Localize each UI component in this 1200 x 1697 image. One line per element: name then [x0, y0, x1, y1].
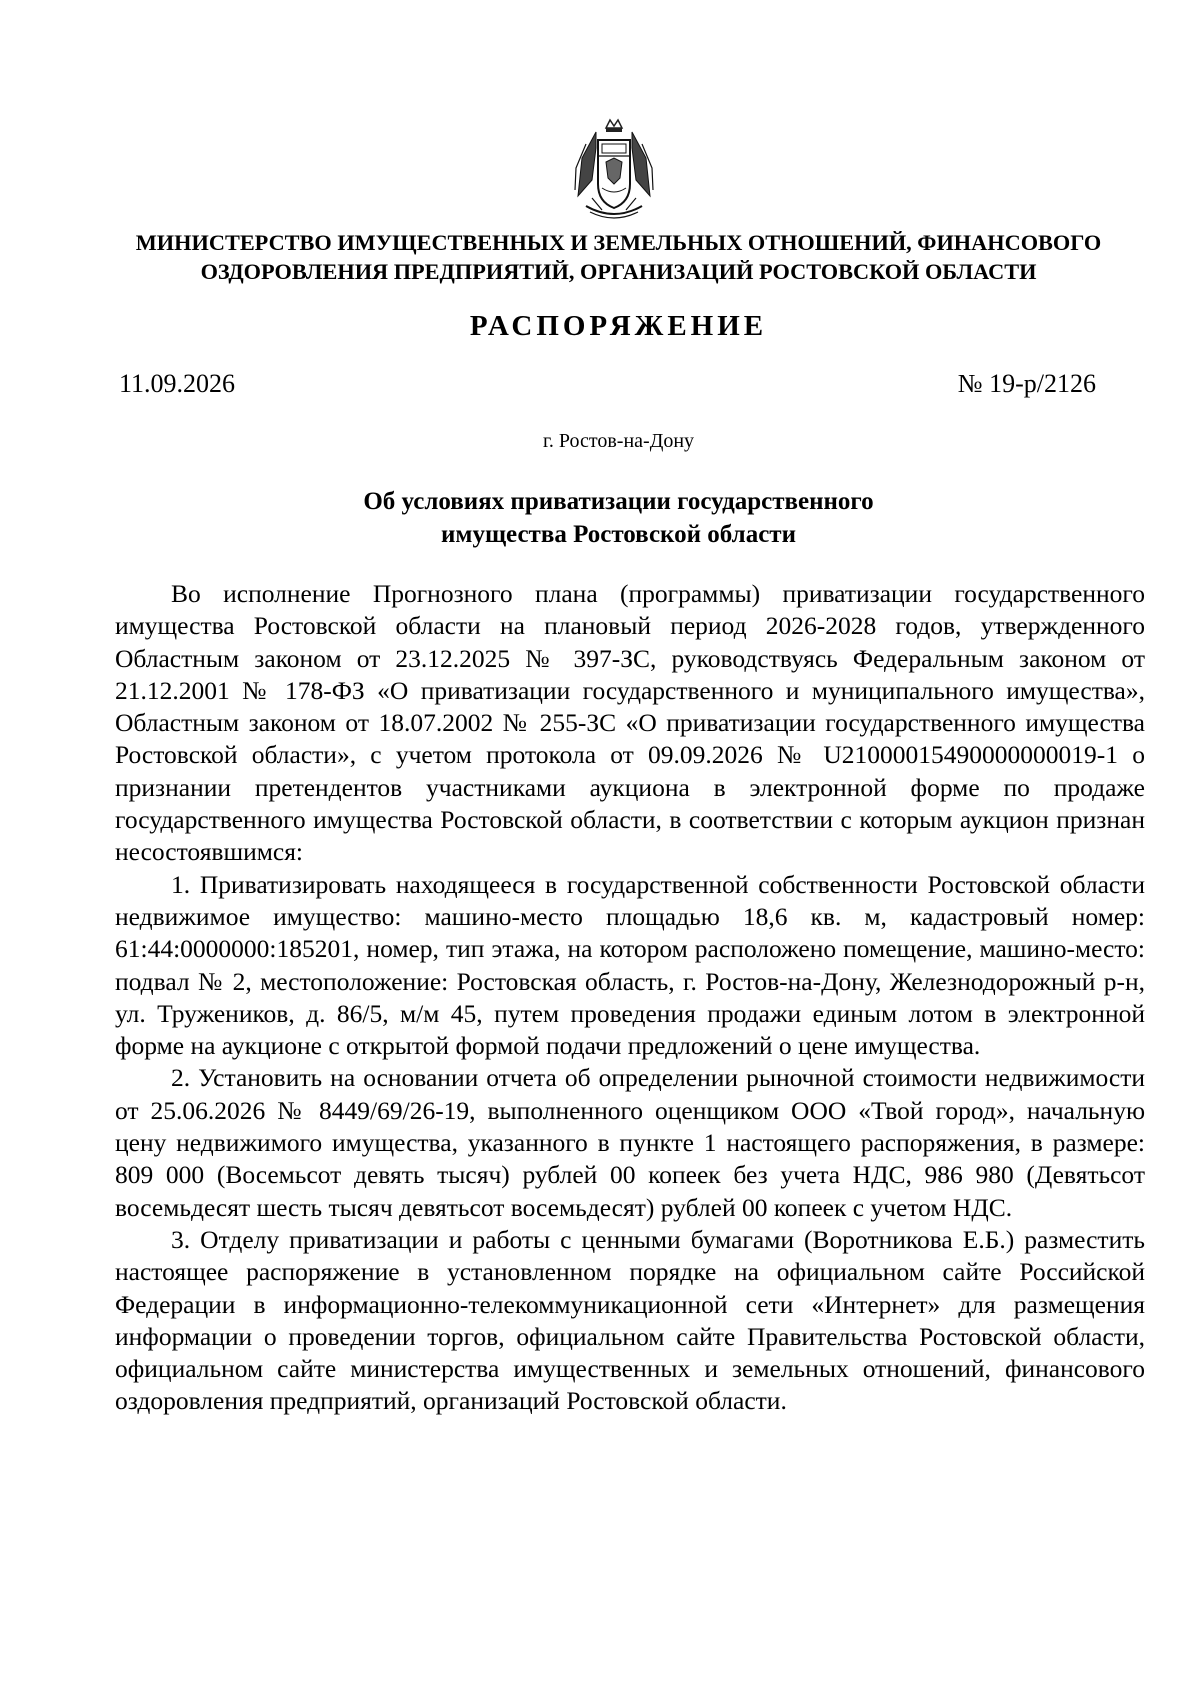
coat-of-arms-icon [572, 118, 656, 224]
document-subject-line2: имущества Ростовской области [441, 521, 796, 548]
document-date: 11.09.2026 [119, 369, 236, 398]
ministry-name-line1: МИНИСТЕРСТВО ИМУЩЕСТВЕННЫХ И ЗЕМЕЛЬНЫХ ОТНОШЕНИЙ, ФИНАНСОВОГО [135, 230, 1102, 255]
document-city: г. Ростов-на-Дону [542, 430, 695, 452]
item-3-paragraph: 3. Отделу приватизации и работы с ценными бумагами (Воротникова Е.Б.) разместить настоящее распоряжение в установленном порядке на официальном сайте Российской Федерации в информационно-телекоммуникационной сети «Интернет» для размещения информации о проведении торгов, официальном сайте Правительства Ростовской области, официальном сайте министерства имущественных и земельных отношений, финансового оздоровления предприятий, организаций Ростовской области. [115, 1224, 1145, 1416]
document-subject-line1: Об условиях приватизации государственного [363, 488, 874, 515]
document-subject [0, 485, 1200, 551]
item-1-paragraph: 1. Приватизировать находящееся в государственной собственности Ростовской области недвижимое имущество: машино-место площадью 18,6 кв. м, кадастровый номер: 61:44:0000000:185201, номер, тип этажа, на котором расположено помещение, машино-место: подвал № 2, местоположение: Ростовская область, г. Ростов-на-Дону, Железнодорожный р-н, ул. Тружеников, д. 86/5, м/м 45, путем проведения продажи единым лотом в электронной форме на аукционе с открытой формой подачи предложений о цене имущества. [115, 869, 1145, 1061]
ministry-name [0, 228, 1200, 286]
document-number: № 19-р/2126 [957, 369, 1096, 398]
ministry-name-line2: ОЗДОРОВЛЕНИЯ ПРЕДПРИЯТИЙ, ОРГАНИЗАЦИЙ РОСТОВСКОЙ ОБЛАСТИ [200, 259, 1037, 284]
item-2-paragraph: 2. Установить на основании отчета об определении рыночной стоимости недвижимости от 25.06.2026 № 8449/69/26-19, выполненного оценщиком ООО «Твой город», начальную цену недвижимого имущества, указанного в пункте 1 настоящего распоряжения, в размере: 809 000 (Восемьсот девять тысяч) рублей 00 копеек без учета НДС, 986 980 (Девятьсот восемьдесят шесть тысяч девятьсот восемьдесят) рублей 00 копеек с учетом НДС. [115, 1063, 1145, 1222]
document-body [115, 578, 1145, 1418]
document-type: РАСПОРЯЖЕНИЕ [469, 310, 768, 342]
preamble-paragraph: Во исполнение Прогнозного плана (программы) приватизации государственного имущества Ростовской области на плановый период 2026-2028 годов, утвержденного Областным законом от 23.12.2025 № 397-ЗС, руководствуясь Федеральным законом от 21.12.2001 № 178-ФЗ «О приватизации государственного и муниципального имущества», Областным законом от 18.07.2002 № 255-ЗС «О приватизации государственного имущества Ростовской области», с учетом протокола от 09.09.2026 № U21000015490000000019-1 о признании претендентов участниками аукциона в электронной форме по продаже государственного имущества Ростовской области, в соответствии с которым аукцион признан несостоявшимся: [115, 579, 1145, 867]
